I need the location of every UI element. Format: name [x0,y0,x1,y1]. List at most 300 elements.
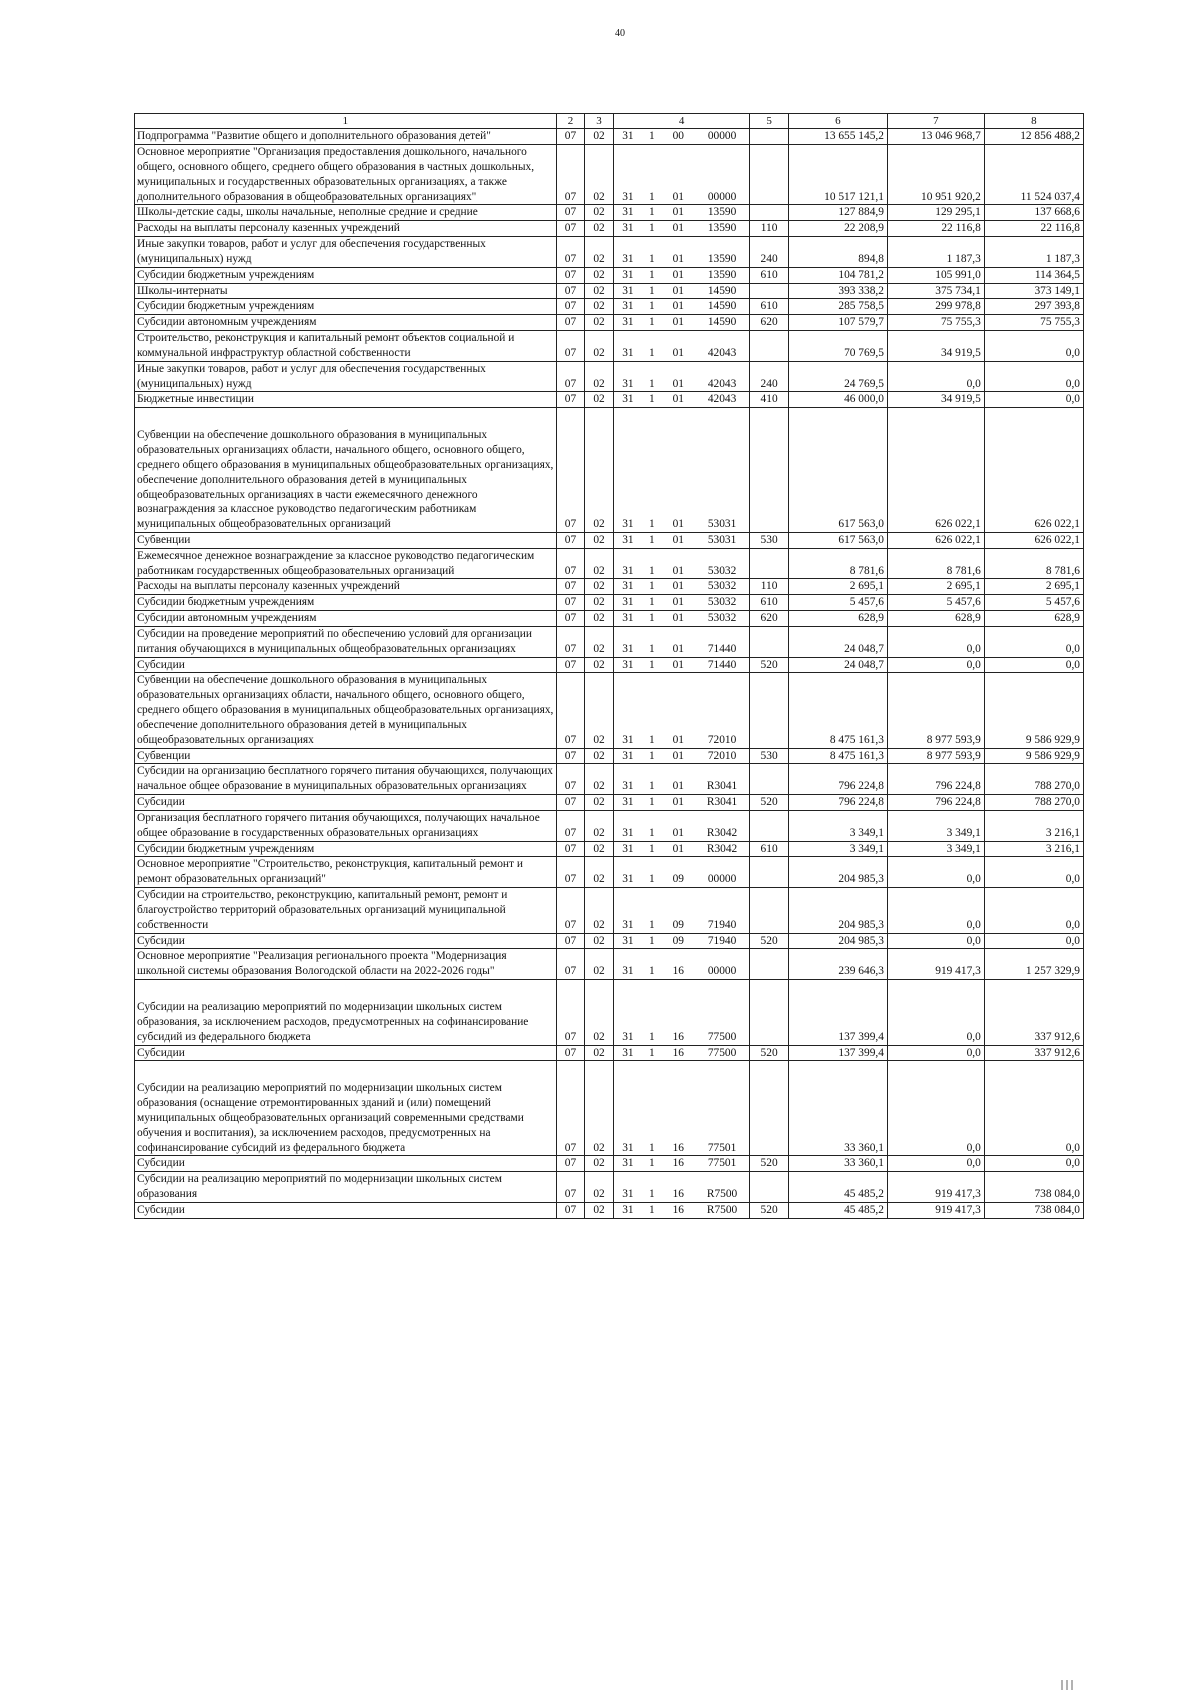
cell-subprogram: 1 [642,315,662,331]
table-row [135,392,1084,408]
cell-expense-type [750,888,789,933]
cell-amount-year2: 2 695,1 [887,579,984,595]
cell-amount-year3: 0,0 [984,331,1083,362]
table-row [135,221,1084,237]
cell-expense-type [750,331,789,362]
table-row [135,283,1084,299]
cell-section: 07 [556,299,585,315]
row-name: Школы-детские сады, школы начальные, неполные средние и средние [135,205,557,221]
row-name: Субсидии автономным учреждениям [135,611,557,627]
cell-subsection: 02 [585,980,614,1045]
cell-subprogram: 1 [642,1156,662,1172]
cell-section: 07 [556,1202,585,1218]
cell-program: 31 [613,331,642,362]
cell-subsection: 02 [585,129,614,145]
cell-section: 07 [556,810,585,841]
cell-subprogram: 1 [642,595,662,611]
cell-section: 07 [556,361,585,392]
cell-subprogram: 1 [642,1045,662,1061]
row-name: Субвенции на обеспечение дошкольного образования в муниципальных образовательных организациях области, начального общего, основного общего, среднего общего образования в муниципальных общеобразовательных организациях, обеспечение дополнительного образования детей в муниципальных общеобразовательных организациях в части ежемесячного денежного вознаграждения за классное руководство педагогическим работникам муниципальных общеобразовательных организаций [135,408,557,533]
cell-amount-year3: 22 116,8 [984,221,1083,237]
cell-subsection: 02 [585,237,614,268]
cell-activity: 01 [662,145,695,205]
cell-section: 07 [556,626,585,657]
cell-amount-year1: 393 338,2 [788,283,887,299]
row-name: Организация бесплатного горячего питания обучающихся, получающих начальное общее образование в государственных образовательных организациях [135,810,557,841]
cell-amount-year1: 204 985,3 [788,857,887,888]
row-name: Субвенции [135,533,557,549]
cell-direction: 71940 [695,933,750,949]
cell-subprogram: 1 [642,626,662,657]
cell-subprogram: 1 [642,795,662,811]
cell-amount-year3: 0,0 [984,1156,1083,1172]
cell-amount-year1: 617 563,0 [788,533,887,549]
cell-direction: 53031 [695,408,750,533]
cell-subprogram: 1 [642,949,662,980]
cell-amount-year2: 8 977 593,9 [887,673,984,748]
cell-expense-type: 610 [750,841,789,857]
cell-subsection: 02 [585,145,614,205]
cell-section: 07 [556,764,585,795]
cell-direction: 00000 [695,129,750,145]
cell-amount-year1: 8 475 161,3 [788,748,887,764]
cell-subprogram: 1 [642,299,662,315]
cell-subprogram: 1 [642,145,662,205]
cell-amount-year2: 22 116,8 [887,221,984,237]
cell-amount-year1: 617 563,0 [788,408,887,533]
cell-amount-year1: 22 208,9 [788,221,887,237]
cell-amount-year1: 107 579,7 [788,315,887,331]
cell-activity: 01 [662,361,695,392]
cell-amount-year2: 8 977 593,9 [887,748,984,764]
cell-activity: 01 [662,841,695,857]
cell-direction: 14590 [695,283,750,299]
cell-activity: 01 [662,795,695,811]
cell-subsection: 02 [585,595,614,611]
cell-amount-year1: 204 985,3 [788,888,887,933]
cell-amount-year3: 3 216,1 [984,810,1083,841]
cell-amount-year3: 626 022,1 [984,533,1083,549]
row-name: Субсидии на проведение мероприятий по обеспечению условий для организации питания обучающихся в муниципальных общеобразовательных организациях [135,626,557,657]
cell-expense-type: 240 [750,237,789,268]
cell-activity: 01 [662,673,695,748]
header-col-3: 3 [585,114,614,129]
cell-direction: 13590 [695,267,750,283]
cell-amount-year1: 796 224,8 [788,764,887,795]
cell-section: 07 [556,1156,585,1172]
cell-amount-year1: 10 517 121,1 [788,145,887,205]
cell-amount-year2: 0,0 [887,888,984,933]
cell-section: 07 [556,392,585,408]
cell-activity: 09 [662,857,695,888]
cell-amount-year2: 626 022,1 [887,408,984,533]
table-row [135,595,1084,611]
cell-amount-year2: 0,0 [887,1061,984,1156]
cell-amount-year3: 738 084,0 [984,1202,1083,1218]
cell-amount-year3: 5 457,6 [984,595,1083,611]
cell-amount-year3: 3 216,1 [984,841,1083,857]
cell-amount-year1: 127 884,9 [788,205,887,221]
cell-section: 07 [556,933,585,949]
cell-subsection: 02 [585,1172,614,1203]
cell-direction: 14590 [695,315,750,331]
cell-amount-year2: 3 349,1 [887,810,984,841]
cell-activity: 01 [662,331,695,362]
cell-expense-type: 610 [750,267,789,283]
cell-subsection: 02 [585,221,614,237]
cell-amount-year2: 919 417,3 [887,1172,984,1203]
row-name: Ежемесячное денежное вознаграждение за классное руководство педагогическим работникам государственных общеобразовательных организаций [135,548,557,579]
cell-amount-year2: 0,0 [887,626,984,657]
table-row [135,299,1084,315]
cell-program: 31 [613,548,642,579]
cell-activity: 16 [662,1202,695,1218]
cell-amount-year1: 8 475 161,3 [788,673,887,748]
cell-amount-year3: 628,9 [984,611,1083,627]
cell-expense-type [750,949,789,980]
cell-amount-year2: 375 734,1 [887,283,984,299]
cell-subprogram: 1 [642,1202,662,1218]
cell-amount-year2: 796 224,8 [887,764,984,795]
cell-program: 31 [613,283,642,299]
cell-amount-year3: 11 524 037,4 [984,145,1083,205]
cell-section: 07 [556,1045,585,1061]
cell-subprogram: 1 [642,1061,662,1156]
cell-expense-type [750,980,789,1045]
cell-program: 31 [613,764,642,795]
row-name: Иные закупки товаров, работ и услуг для обеспечения государственных (муниципальных) нужд [135,361,557,392]
cell-direction: 13590 [695,221,750,237]
cell-amount-year2: 0,0 [887,657,984,673]
cell-program: 31 [613,408,642,533]
cell-amount-year2: 0,0 [887,857,984,888]
cell-expense-type: 520 [750,795,789,811]
cell-subsection: 02 [585,933,614,949]
row-name: Бюджетные инвестиции [135,392,557,408]
cell-subprogram: 1 [642,205,662,221]
cell-program: 31 [613,145,642,205]
cell-subprogram: 1 [642,657,662,673]
table-row [135,237,1084,268]
cell-program: 31 [613,611,642,627]
header-col-6: 6 [788,114,887,129]
cell-amount-year3: 9 586 929,9 [984,748,1083,764]
cell-section: 07 [556,408,585,533]
cell-activity: 01 [662,267,695,283]
cell-subprogram: 1 [642,237,662,268]
cell-subprogram: 1 [642,361,662,392]
cell-activity: 09 [662,933,695,949]
cell-program: 31 [613,299,642,315]
header-col-7: 7 [887,114,984,129]
cell-amount-year3: 137 668,6 [984,205,1083,221]
cell-amount-year2: 3 349,1 [887,841,984,857]
table-row [135,1156,1084,1172]
row-name: Субсидии [135,657,557,673]
cell-section: 07 [556,795,585,811]
row-name: Основное мероприятие "Реализация регионального проекта "Модернизация школьной системы образования Вологодской области на 2022-2026 годы" [135,949,557,980]
row-name: Субсидии бюджетным учреждениям [135,299,557,315]
cell-subsection: 02 [585,267,614,283]
cell-amount-year2: 299 978,8 [887,299,984,315]
row-name: Субвенции [135,748,557,764]
cell-amount-year1: 24 048,7 [788,626,887,657]
cell-amount-year3: 0,0 [984,933,1083,949]
cell-amount-year2: 628,9 [887,611,984,627]
cell-program: 31 [613,315,642,331]
cell-activity: 16 [662,1045,695,1061]
cell-expense-type [750,408,789,533]
cell-amount-year2: 13 046 968,7 [887,129,984,145]
cell-program: 31 [613,1045,642,1061]
cell-amount-year2: 105 991,0 [887,267,984,283]
table-row [135,129,1084,145]
cell-amount-year3: 0,0 [984,857,1083,888]
cell-section: 07 [556,748,585,764]
cell-program: 31 [613,810,642,841]
table-row [135,331,1084,362]
cell-expense-type: 620 [750,611,789,627]
cell-direction: 00000 [695,949,750,980]
cell-expense-type: 520 [750,1045,789,1061]
cell-amount-year1: 45 485,2 [788,1172,887,1203]
cell-section: 07 [556,129,585,145]
table-body [135,129,1084,1218]
cell-section: 07 [556,315,585,331]
cell-subprogram: 1 [642,533,662,549]
cell-amount-year2: 1 187,3 [887,237,984,268]
cell-section: 07 [556,205,585,221]
cell-amount-year1: 13 655 145,2 [788,129,887,145]
cell-subsection: 02 [585,283,614,299]
cell-program: 31 [613,888,642,933]
cell-amount-year2: 919 417,3 [887,949,984,980]
cell-program: 31 [613,221,642,237]
cell-subsection: 02 [585,949,614,980]
cell-subsection: 02 [585,764,614,795]
table-row [135,611,1084,627]
cell-subprogram: 1 [642,331,662,362]
cell-program: 31 [613,626,642,657]
cell-subprogram: 1 [642,548,662,579]
cell-activity: 01 [662,315,695,331]
cell-direction: 42043 [695,331,750,362]
cell-program: 31 [613,1156,642,1172]
cell-activity: 01 [662,283,695,299]
cell-subsection: 02 [585,533,614,549]
cell-direction: R3042 [695,810,750,841]
cell-subsection: 02 [585,888,614,933]
cell-program: 31 [613,267,642,283]
cell-program: 31 [613,392,642,408]
cell-subprogram: 1 [642,283,662,299]
cell-direction: 71940 [695,888,750,933]
cell-section: 07 [556,237,585,268]
cell-direction: 71440 [695,626,750,657]
cell-amount-year3: 1 187,3 [984,237,1083,268]
cell-section: 07 [556,1061,585,1156]
cell-direction: 72010 [695,748,750,764]
cell-amount-year1: 796 224,8 [788,795,887,811]
cell-section: 07 [556,221,585,237]
table-row [135,748,1084,764]
row-name: Субсидии бюджетным учреждениям [135,267,557,283]
cell-direction: 13590 [695,205,750,221]
row-name: Субсидии [135,795,557,811]
cell-amount-year3: 337 912,6 [984,1045,1083,1061]
cell-expense-type: 110 [750,221,789,237]
cell-activity: 16 [662,1156,695,1172]
cell-subprogram: 1 [642,810,662,841]
cell-amount-year3: 297 393,8 [984,299,1083,315]
cell-amount-year3: 0,0 [984,657,1083,673]
cell-section: 07 [556,283,585,299]
cell-subprogram: 1 [642,267,662,283]
cell-activity: 01 [662,299,695,315]
cell-direction: 77501 [695,1156,750,1172]
cell-direction: R3041 [695,764,750,795]
cell-direction: 53032 [695,579,750,595]
cell-amount-year2: 34 919,5 [887,331,984,362]
cell-program: 31 [613,673,642,748]
cell-expense-type [750,1061,789,1156]
cell-section: 07 [556,548,585,579]
cell-expense-type [750,626,789,657]
page-number: 40 [615,28,625,39]
cell-amount-year3: 738 084,0 [984,1172,1083,1203]
cell-expense-type: 520 [750,657,789,673]
cell-subsection: 02 [585,657,614,673]
cell-direction: 53032 [695,548,750,579]
cell-direction: 42043 [695,361,750,392]
cell-amount-year1: 3 349,1 [788,810,887,841]
cell-amount-year1: 24 769,5 [788,361,887,392]
cell-amount-year3: 788 270,0 [984,764,1083,795]
cell-program: 31 [613,205,642,221]
row-name: Расходы на выплаты персоналу казенных учреждений [135,579,557,595]
cell-subsection: 02 [585,1045,614,1061]
cell-expense-type: 520 [750,1156,789,1172]
cell-expense-type: 520 [750,1202,789,1218]
table-row [135,626,1084,657]
cell-subsection: 02 [585,626,614,657]
cell-activity: 01 [662,548,695,579]
cell-section: 07 [556,533,585,549]
cell-direction: 77501 [695,1061,750,1156]
row-name: Субсидии автономным учреждениям [135,315,557,331]
table-row [135,533,1084,549]
table-row [135,810,1084,841]
cell-direction: 14590 [695,299,750,315]
table-row [135,764,1084,795]
cell-amount-year2: 0,0 [887,361,984,392]
table-row [135,795,1084,811]
cell-expense-type: 410 [750,392,789,408]
cell-expense-type [750,673,789,748]
cell-subprogram: 1 [642,748,662,764]
cell-program: 31 [613,595,642,611]
cell-subprogram: 1 [642,1172,662,1203]
cell-amount-year3: 9 586 929,9 [984,673,1083,748]
cell-subprogram: 1 [642,764,662,795]
table-row [135,933,1084,949]
cell-subsection: 02 [585,408,614,533]
cell-amount-year1: 2 695,1 [788,579,887,595]
row-name: Подпрограмма "Развитие общего и дополнительного образования детей" [135,129,557,145]
cell-subsection: 02 [585,857,614,888]
cell-amount-year3: 1 257 329,9 [984,949,1083,980]
cell-subsection: 02 [585,611,614,627]
cell-program: 31 [613,579,642,595]
row-name: Иные закупки товаров, работ и услуг для обеспечения государственных (муниципальных) нужд [135,237,557,268]
table-row [135,315,1084,331]
cell-amount-year2: 919 417,3 [887,1202,984,1218]
cell-amount-year3: 0,0 [984,888,1083,933]
table-row [135,145,1084,205]
cell-amount-year1: 628,9 [788,611,887,627]
cell-expense-type: 240 [750,361,789,392]
cell-direction: 53032 [695,611,750,627]
cell-direction: R3042 [695,841,750,857]
cell-subsection: 02 [585,810,614,841]
table-row [135,1045,1084,1061]
cell-subsection: 02 [585,673,614,748]
cell-amount-year1: 45 485,2 [788,1202,887,1218]
cell-program: 31 [613,857,642,888]
cell-direction: R7500 [695,1202,750,1218]
cell-activity: 01 [662,392,695,408]
row-name: Строительство, реконструкция и капитальный ремонт объектов социальной и коммунальной инфраструктур областной собственности [135,331,557,362]
cell-amount-year2: 75 755,3 [887,315,984,331]
cell-section: 07 [556,657,585,673]
cell-subsection: 02 [585,315,614,331]
header-col-8: 8 [984,114,1083,129]
cell-direction: 77500 [695,980,750,1045]
cell-amount-year1: 33 360,1 [788,1061,887,1156]
cell-subsection: 02 [585,1156,614,1172]
cell-subprogram: 1 [642,129,662,145]
cell-direction: 53032 [695,595,750,611]
row-name: Субсидии [135,933,557,949]
cell-expense-type [750,1172,789,1203]
cell-expense-type [750,764,789,795]
cell-program: 31 [613,980,642,1045]
cell-activity: 16 [662,1061,695,1156]
table-header-row [135,114,1084,129]
cell-program: 31 [613,533,642,549]
cell-section: 07 [556,673,585,748]
cell-program: 31 [613,841,642,857]
table-row [135,1061,1084,1156]
cell-expense-type: 530 [750,748,789,764]
cell-expense-type [750,857,789,888]
cell-program: 31 [613,1202,642,1218]
cell-activity: 00 [662,129,695,145]
table-row [135,1202,1084,1218]
cell-expense-type: 610 [750,595,789,611]
cell-subprogram: 1 [642,888,662,933]
cell-direction: 00000 [695,857,750,888]
row-name: Субсидии на реализацию мероприятий по модернизации школьных систем образования [135,1172,557,1203]
cell-section: 07 [556,857,585,888]
cell-amount-year1: 70 769,5 [788,331,887,362]
cell-subprogram: 1 [642,611,662,627]
cell-subsection: 02 [585,579,614,595]
cell-direction: 77500 [695,1045,750,1061]
cell-expense-type [750,548,789,579]
cell-activity: 01 [662,626,695,657]
cell-amount-year3: 626 022,1 [984,408,1083,533]
